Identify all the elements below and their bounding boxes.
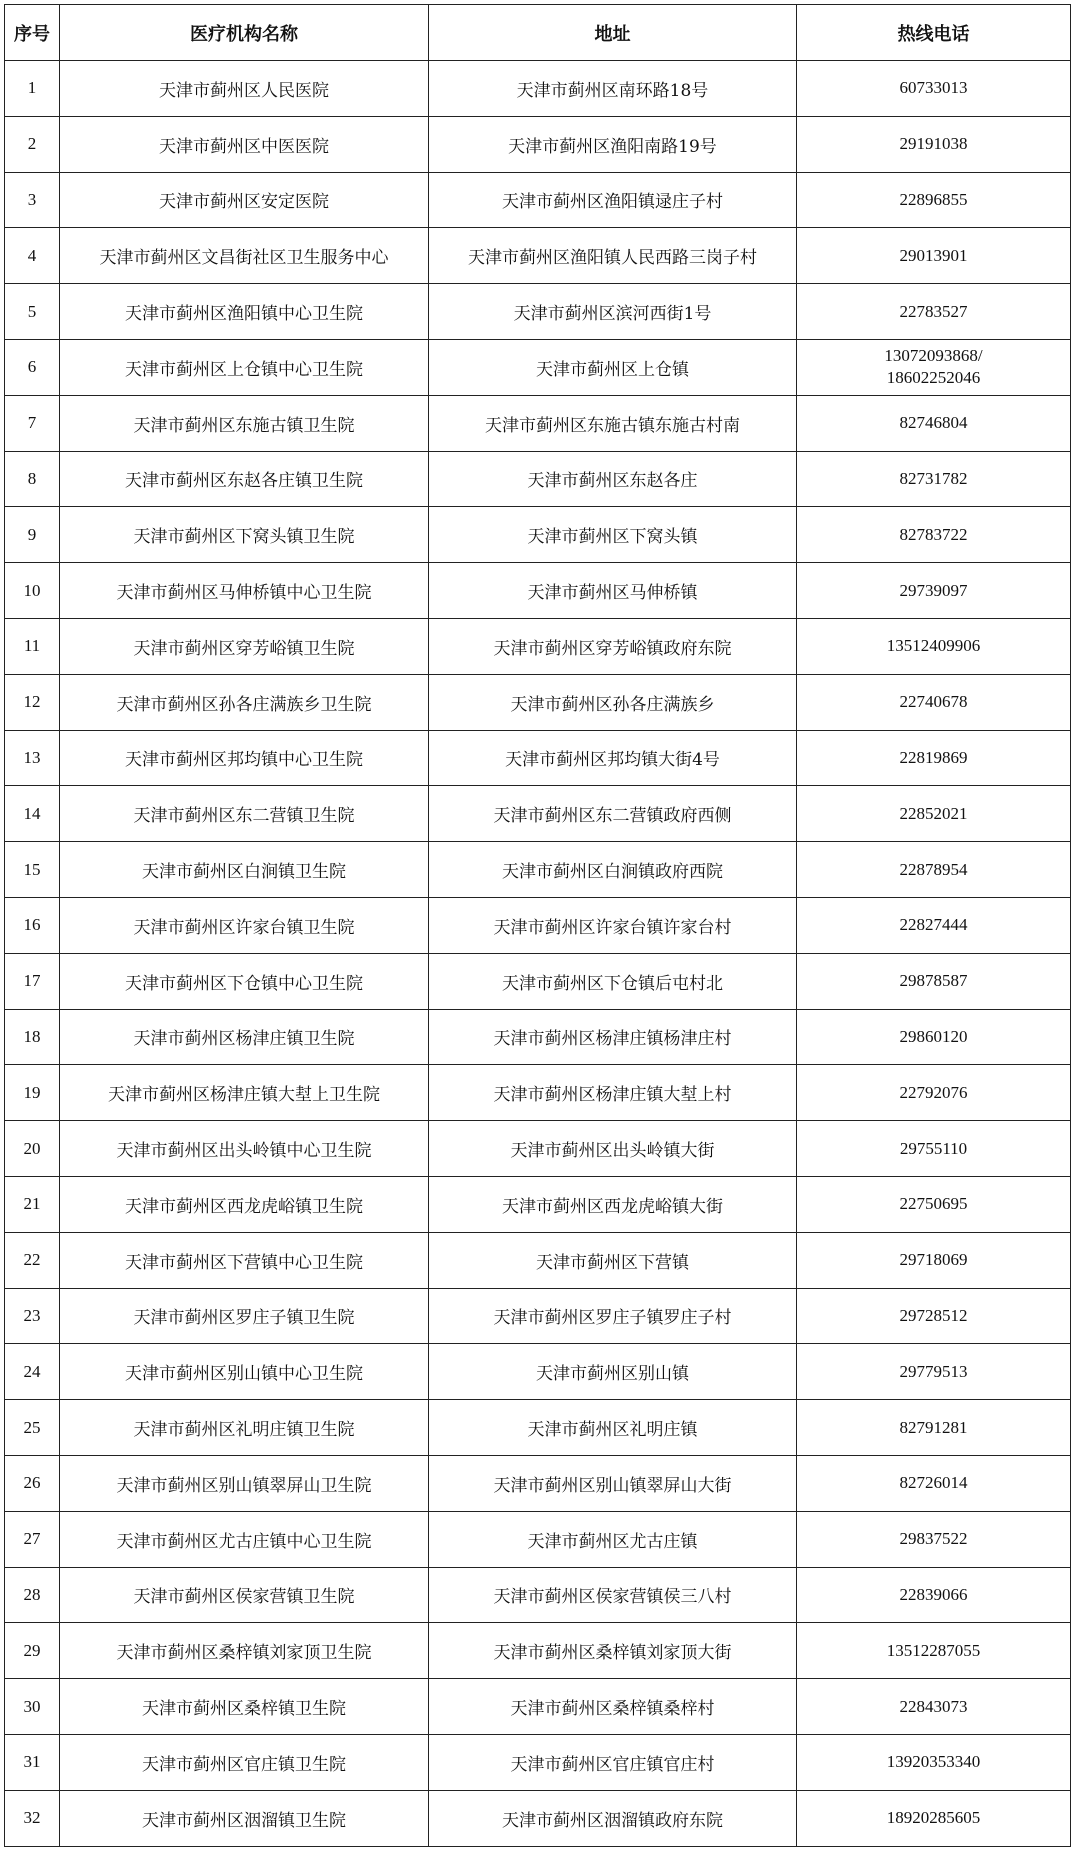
cell-institution-name: 天津市蓟州区侯家营镇卫生院 — [60, 1567, 429, 1623]
cell-institution-name: 天津市蓟州区礼明庄镇卫生院 — [60, 1400, 429, 1456]
table-header — [5, 5, 1071, 61]
cell-hotline: 13512287055 — [797, 1623, 1071, 1679]
cell-index: 8 — [5, 451, 60, 507]
cell-hotline: 22827444 — [797, 897, 1071, 953]
cell-hotline: 60733013 — [797, 61, 1071, 117]
cell-index: 7 — [5, 395, 60, 451]
cell-index: 4 — [5, 228, 60, 284]
cell-institution-name: 天津市蓟州区中医医院 — [60, 116, 429, 172]
cell-address: 天津市蓟州区礼明庄镇 — [429, 1400, 797, 1456]
cell-index: 20 — [5, 1121, 60, 1177]
cell-address: 天津市蓟州区马伸桥镇 — [429, 563, 797, 619]
table-row — [5, 674, 1071, 730]
cell-hotline: 82746804 — [797, 395, 1071, 451]
table-row — [5, 1734, 1071, 1790]
cell-hotline: 82791281 — [797, 1400, 1071, 1456]
cell-institution-name: 天津市蓟州区桑梓镇卫生院 — [60, 1679, 429, 1735]
cell-institution-name: 天津市蓟州区官庄镇卫生院 — [60, 1734, 429, 1790]
cell-hotline: 29718069 — [797, 1232, 1071, 1288]
cell-hotline: 22843073 — [797, 1679, 1071, 1735]
cell-index: 30 — [5, 1679, 60, 1735]
cell-hotline: 29837522 — [797, 1511, 1071, 1567]
cell-institution-name: 天津市蓟州区孙各庄满族乡卫生院 — [60, 674, 429, 730]
cell-hotline: 29728512 — [797, 1288, 1071, 1344]
cell-address: 天津市蓟州区南环路18号 — [429, 61, 797, 117]
cell-address: 天津市蓟州区东施古镇东施古村南 — [429, 395, 797, 451]
cell-hotline: 13920353340 — [797, 1734, 1071, 1790]
cell-address: 天津市蓟州区官庄镇官庄村 — [429, 1734, 797, 1790]
table-row — [5, 1679, 1071, 1735]
cell-institution-name: 天津市蓟州区桑梓镇刘家顶卫生院 — [60, 1623, 429, 1679]
cell-institution-name: 天津市蓟州区渔阳镇中心卫生院 — [60, 284, 429, 340]
cell-hotline: 82783722 — [797, 507, 1071, 563]
table-row — [5, 1511, 1071, 1567]
cell-address: 天津市蓟州区桑梓镇刘家顶大街 — [429, 1623, 797, 1679]
table-row — [5, 1455, 1071, 1511]
cell-hotline: 29191038 — [797, 116, 1071, 172]
cell-hotline: 22819869 — [797, 730, 1071, 786]
table-row — [5, 61, 1071, 117]
table-body — [5, 61, 1071, 1847]
cell-address: 天津市蓟州区滨河西街1号 — [429, 284, 797, 340]
cell-index: 24 — [5, 1344, 60, 1400]
cell-institution-name: 天津市蓟州区杨津庄镇卫生院 — [60, 1009, 429, 1065]
cell-hotline: 13072093868/ 18602252046 — [797, 339, 1071, 395]
table-row — [5, 451, 1071, 507]
table-row — [5, 395, 1071, 451]
cell-institution-name: 天津市蓟州区下窝头镇卫生院 — [60, 507, 429, 563]
cell-index: 23 — [5, 1288, 60, 1344]
cell-index: 17 — [5, 953, 60, 1009]
cell-address: 天津市蓟州区渔阳镇人民西路三岗子村 — [429, 228, 797, 284]
cell-address: 天津市蓟州区别山镇翠屏山大街 — [429, 1455, 797, 1511]
cell-address: 天津市蓟州区穿芳峪镇政府东院 — [429, 618, 797, 674]
cell-index: 32 — [5, 1790, 60, 1846]
table-row — [5, 1567, 1071, 1623]
cell-hotline: 22896855 — [797, 172, 1071, 228]
cell-address: 天津市蓟州区东二营镇政府西侧 — [429, 786, 797, 842]
table-row — [5, 1232, 1071, 1288]
cell-address: 天津市蓟州区别山镇 — [429, 1344, 797, 1400]
cell-institution-name: 天津市蓟州区西龙虎峪镇卫生院 — [60, 1176, 429, 1232]
table-row — [5, 507, 1071, 563]
cell-hotline: 29779513 — [797, 1344, 1071, 1400]
cell-index: 12 — [5, 674, 60, 730]
cell-index: 28 — [5, 1567, 60, 1623]
table-row — [5, 1344, 1071, 1400]
cell-index: 31 — [5, 1734, 60, 1790]
table-row — [5, 1288, 1071, 1344]
cell-institution-name: 天津市蓟州区罗庄子镇卫生院 — [60, 1288, 429, 1344]
cell-index: 26 — [5, 1455, 60, 1511]
cell-address: 天津市蓟州区渔阳南路19号 — [429, 116, 797, 172]
cell-institution-name: 天津市蓟州区东二营镇卫生院 — [60, 786, 429, 842]
table-row — [5, 1121, 1071, 1177]
cell-address: 天津市蓟州区杨津庄镇大堼上村 — [429, 1065, 797, 1121]
table-row — [5, 842, 1071, 898]
cell-hotline: 29878587 — [797, 953, 1071, 1009]
cell-institution-name: 天津市蓟州区文昌街社区卫生服务中心 — [60, 228, 429, 284]
cell-address: 天津市蓟州区东赵各庄 — [429, 451, 797, 507]
table-row — [5, 172, 1071, 228]
cell-hotline: 29755110 — [797, 1121, 1071, 1177]
cell-address: 天津市蓟州区下窝头镇 — [429, 507, 797, 563]
table-row — [5, 730, 1071, 786]
table-row — [5, 1623, 1071, 1679]
header-hotline: 热线电话 — [797, 5, 1071, 61]
cell-index: 27 — [5, 1511, 60, 1567]
cell-index: 13 — [5, 730, 60, 786]
cell-hotline: 22740678 — [797, 674, 1071, 730]
header-index: 序号 — [5, 5, 60, 61]
cell-address: 天津市蓟州区桑梓镇桑梓村 — [429, 1679, 797, 1735]
cell-address: 天津市蓟州区尤古庄镇 — [429, 1511, 797, 1567]
cell-hotline: 13512409906 — [797, 618, 1071, 674]
cell-address: 天津市蓟州区下营镇 — [429, 1232, 797, 1288]
cell-index: 19 — [5, 1065, 60, 1121]
cell-address: 天津市蓟州区白涧镇政府西院 — [429, 842, 797, 898]
cell-institution-name: 天津市蓟州区下仓镇中心卫生院 — [60, 953, 429, 1009]
cell-hotline: 18920285605 — [797, 1790, 1071, 1846]
header-name: 医疗机构名称 — [60, 5, 429, 61]
cell-hotline: 22878954 — [797, 842, 1071, 898]
cell-hotline: 22750695 — [797, 1176, 1071, 1232]
cell-index: 6 — [5, 339, 60, 395]
cell-institution-name: 天津市蓟州区邦均镇中心卫生院 — [60, 730, 429, 786]
cell-hotline: 82726014 — [797, 1455, 1071, 1511]
cell-institution-name: 天津市蓟州区白涧镇卫生院 — [60, 842, 429, 898]
table-row — [5, 1065, 1071, 1121]
cell-institution-name: 天津市蓟州区东赵各庄镇卫生院 — [60, 451, 429, 507]
cell-institution-name: 天津市蓟州区别山镇中心卫生院 — [60, 1344, 429, 1400]
cell-hotline: 29739097 — [797, 563, 1071, 619]
cell-address: 天津市蓟州区上仓镇 — [429, 339, 797, 395]
cell-institution-name: 天津市蓟州区安定医院 — [60, 172, 429, 228]
cell-hotline: 22783527 — [797, 284, 1071, 340]
header-row — [5, 5, 1071, 61]
cell-index: 22 — [5, 1232, 60, 1288]
cell-address: 天津市蓟州区出头岭镇大街 — [429, 1121, 797, 1177]
cell-hotline: 82731782 — [797, 451, 1071, 507]
cell-address: 天津市蓟州区许家台镇许家台村 — [429, 897, 797, 953]
cell-institution-name: 天津市蓟州区别山镇翠屏山卫生院 — [60, 1455, 429, 1511]
cell-institution-name: 天津市蓟州区杨津庄镇大堼上卫生院 — [60, 1065, 429, 1121]
cell-address: 天津市蓟州区渔阳镇逯庄子村 — [429, 172, 797, 228]
table-row — [5, 1176, 1071, 1232]
cell-institution-name: 天津市蓟州区穿芳峪镇卫生院 — [60, 618, 429, 674]
cell-index: 25 — [5, 1400, 60, 1456]
cell-institution-name: 天津市蓟州区许家台镇卫生院 — [60, 897, 429, 953]
cell-institution-name: 天津市蓟州区上仓镇中心卫生院 — [60, 339, 429, 395]
cell-institution-name: 天津市蓟州区洇溜镇卫生院 — [60, 1790, 429, 1846]
table-row — [5, 339, 1071, 395]
cell-address: 天津市蓟州区罗庄子镇罗庄子村 — [429, 1288, 797, 1344]
table-row — [5, 1790, 1071, 1846]
table-row — [5, 786, 1071, 842]
table-row — [5, 1009, 1071, 1065]
cell-address: 天津市蓟州区侯家营镇侯三八村 — [429, 1567, 797, 1623]
cell-index: 3 — [5, 172, 60, 228]
cell-index: 2 — [5, 116, 60, 172]
table-row — [5, 897, 1071, 953]
cell-index: 21 — [5, 1176, 60, 1232]
cell-hotline: 29013901 — [797, 228, 1071, 284]
cell-address: 天津市蓟州区西龙虎峪镇大街 — [429, 1176, 797, 1232]
cell-index: 16 — [5, 897, 60, 953]
cell-institution-name: 天津市蓟州区尤古庄镇中心卫生院 — [60, 1511, 429, 1567]
cell-index: 10 — [5, 563, 60, 619]
cell-index: 1 — [5, 61, 60, 117]
cell-address: 天津市蓟州区孙各庄满族乡 — [429, 674, 797, 730]
table-row — [5, 618, 1071, 674]
cell-address: 天津市蓟州区邦均镇大街4号 — [429, 730, 797, 786]
table-row — [5, 228, 1071, 284]
table-row — [5, 116, 1071, 172]
cell-index: 9 — [5, 507, 60, 563]
cell-index: 5 — [5, 284, 60, 340]
cell-address: 天津市蓟州区洇溜镇政府东院 — [429, 1790, 797, 1846]
medical-institution-table — [4, 4, 1071, 1847]
table-row — [5, 284, 1071, 340]
cell-address: 天津市蓟州区下仓镇后屯村北 — [429, 953, 797, 1009]
table-row — [5, 563, 1071, 619]
cell-index: 18 — [5, 1009, 60, 1065]
cell-hotline: 22839066 — [797, 1567, 1071, 1623]
cell-institution-name: 天津市蓟州区人民医院 — [60, 61, 429, 117]
cell-institution-name: 天津市蓟州区马伸桥镇中心卫生院 — [60, 563, 429, 619]
cell-institution-name: 天津市蓟州区下营镇中心卫生院 — [60, 1232, 429, 1288]
cell-hotline: 22792076 — [797, 1065, 1071, 1121]
cell-index: 29 — [5, 1623, 60, 1679]
table-row — [5, 1400, 1071, 1456]
cell-index: 15 — [5, 842, 60, 898]
cell-hotline: 22852021 — [797, 786, 1071, 842]
cell-index: 11 — [5, 618, 60, 674]
cell-address: 天津市蓟州区杨津庄镇杨津庄村 — [429, 1009, 797, 1065]
cell-index: 14 — [5, 786, 60, 842]
header-address: 地址 — [429, 5, 797, 61]
cell-institution-name: 天津市蓟州区东施古镇卫生院 — [60, 395, 429, 451]
cell-institution-name: 天津市蓟州区出头岭镇中心卫生院 — [60, 1121, 429, 1177]
table-row — [5, 953, 1071, 1009]
cell-hotline: 29860120 — [797, 1009, 1071, 1065]
